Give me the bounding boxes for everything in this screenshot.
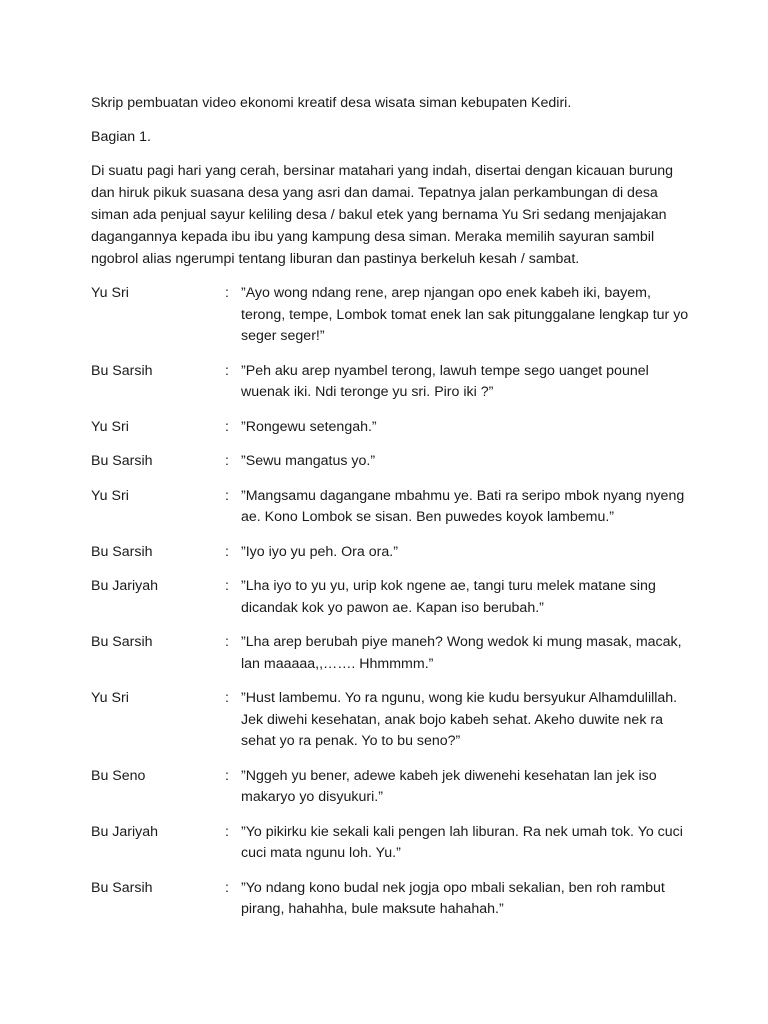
dialogue-text: ”Hust lambemu. Yo ra ngunu, wong kie kudu bersyukur Alhamdulillah. Jek diwehi kesehatan, anak bojo kabeh sehat. Akeho duwite nek ra sehat yo ra penak. Yo to bu seno?”	[241, 690, 678, 749]
speaker-name: Yu Sri	[91, 285, 129, 301]
dialogue-line	[91, 632, 691, 675]
speaker-name: Bu Sarsih	[91, 634, 153, 650]
separator-colon: :	[225, 285, 229, 301]
dialogue-text: ”Yo pikirku kie sekali kali pengen lah liburan. Ra nek umah tok. Yo cuci cuci mata ngunu loh. Yu.”	[241, 823, 683, 861]
document-page	[91, 92, 691, 934]
dialogue-text: ”Lha iyo to yu yu, urip kok ngene ae, tangi turu melek matane sing dicandak kok yo pawon ae. Kapan iso berubah.”	[241, 578, 656, 616]
speaker-name: Yu Sri	[91, 487, 129, 504]
separator-colon: :	[225, 487, 229, 504]
dialogue-text: ”Lha arep berubah piye maneh? Wong wedok ki mung masak, macak, lan maaaaa,,……. Hhmmmm.”	[241, 634, 682, 672]
dialogue-text: ”Nggeh yu bener, adewe kabeh jek diwenehi kesehatan lan jek iso makaryo yo disyukuri.”	[241, 767, 657, 805]
section-heading: Bagian 1.	[91, 129, 151, 145]
dialogue-text: ”Mangsamu dagangane mbahmu ye. Bati ra seripo mbok nyang nyeng ae. Kono Lombok se sisan. Ben puwedes koyok lambemu.”	[241, 487, 685, 525]
separator-colon: :	[225, 823, 229, 840]
separator-colon: :	[225, 362, 229, 379]
dialogue-text: ”Ayo wong ndang rene, arep njangan opo enek kabeh iki, bayem, terong, tempe, Lombok tomat enek lan sak pitunggalane lengkap tur yo seger seger!”	[241, 285, 689, 344]
dialogue-text: ”Sewu mangatus yo.”	[241, 453, 376, 469]
separator-colon: :	[225, 879, 229, 896]
dialogue-list	[91, 283, 691, 921]
intro-paragraph: Di suatu pagi hari yang cerah, bersinar matahari yang indah, disertai dengan kicauan burung dan hiruk pikuk suasana desa yang asri dan damai. Tepatnya jalan perkambungan di desa siman ada penjual sayur keliling desa / bakul etek yang bernama Yu Sri sedang menjajakan dagangannya kepada ibu ibu yang kampung desa siman. Meraka memilih sayuran sambil ngobrol alias ngerumpi tentang liburan dan pastinya berkeluh kesah / sambat.	[91, 163, 674, 267]
speaker-name: Bu Sarsih	[91, 453, 153, 469]
speaker-name: Bu Sarsih	[91, 362, 153, 379]
separator-colon: :	[225, 578, 229, 594]
dialogue-line	[91, 878, 691, 921]
dialogue-text: ”Peh aku arep nyambel terong, lawuh tempe sego uanget pounel wuenak iki. Ndi teronge yu sri. Piro iki ?”	[241, 362, 649, 400]
separator-colon: :	[225, 634, 229, 650]
dialogue-line	[91, 542, 691, 564]
dialogue-line	[91, 822, 691, 865]
speaker-name: Bu Sarsih	[91, 879, 153, 896]
separator-colon: :	[225, 690, 229, 706]
separator-colon: :	[225, 418, 229, 435]
speaker-name: Bu Jariyah	[91, 578, 159, 594]
speaker-name: Bu Seno	[91, 767, 146, 784]
dialogue-line	[91, 283, 691, 348]
separator-colon: :	[225, 767, 229, 784]
speaker-name: Bu Jariyah	[91, 823, 159, 840]
dialogue-line	[91, 688, 691, 753]
dialogue-line	[91, 451, 691, 473]
dialogue-line	[91, 417, 691, 439]
dialogue-line	[91, 486, 691, 529]
document-title: Skrip pembuatan video ekonomi kreatif desa wisata siman kebupaten Kediri.	[91, 95, 572, 111]
dialogue-text: ”Rongewu setengah.”	[241, 418, 377, 435]
speaker-name: Yu Sri	[91, 418, 129, 435]
speaker-name: Bu Sarsih	[91, 543, 153, 560]
dialogue-text: ”Iyo iyo yu peh. Ora ora.”	[241, 543, 398, 560]
speaker-name: Yu Sri	[91, 690, 129, 706]
dialogue-line	[91, 766, 691, 809]
separator-colon: :	[225, 543, 229, 560]
separator-colon: :	[225, 453, 229, 469]
dialogue-line	[91, 576, 691, 619]
dialogue-line	[91, 361, 691, 404]
dialogue-text: ”Yo ndang kono budal nek jogja opo mbali sekalian, ben roh rambut pirang, hahahha, bule maksute hahahah.”	[241, 879, 665, 917]
